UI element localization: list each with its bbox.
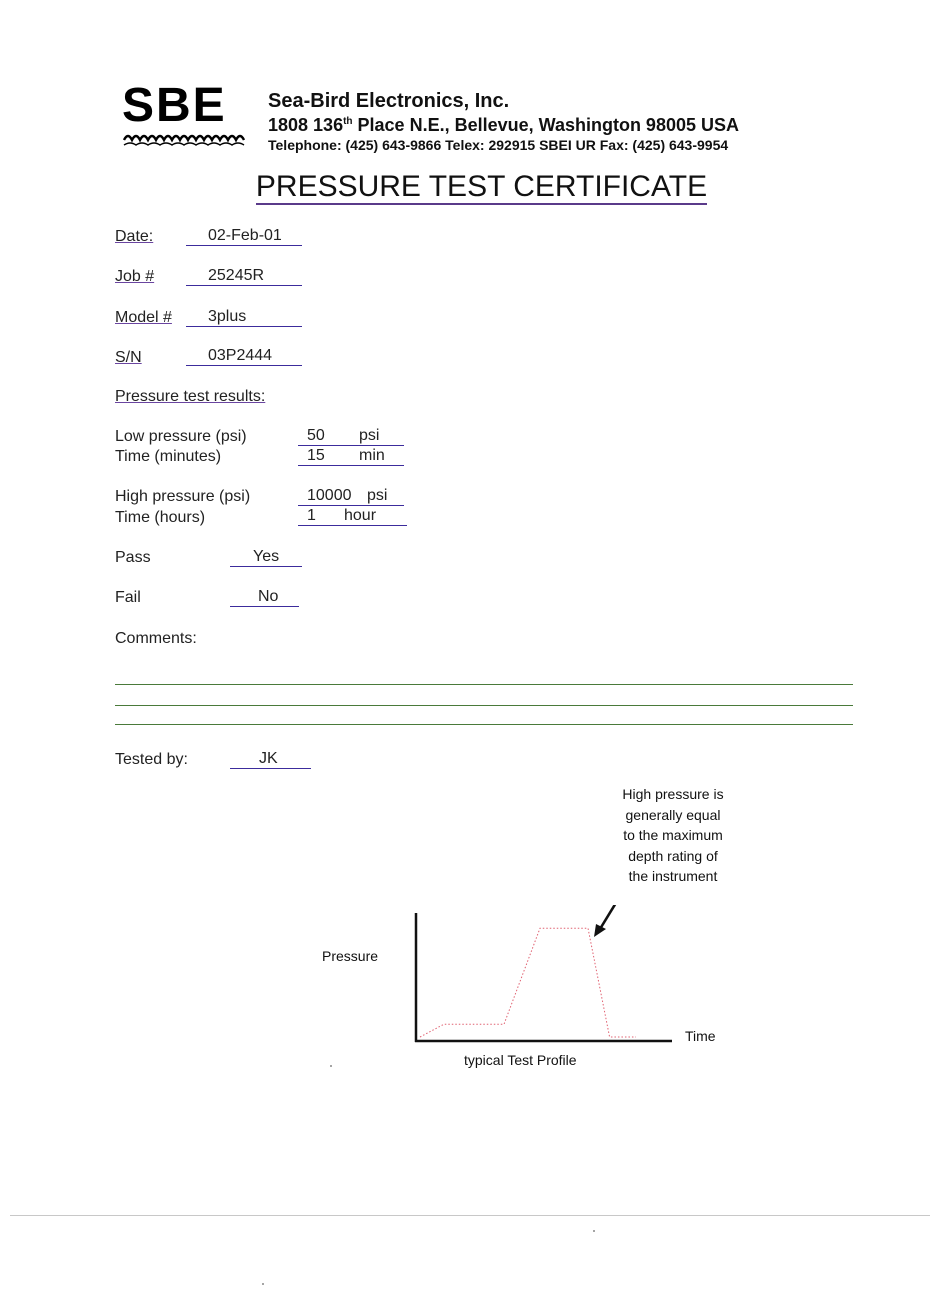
low-time-value: 15	[307, 447, 325, 464]
low-pressure-value: 50	[307, 427, 325, 444]
chart-xlabel: Time	[685, 1028, 716, 1044]
results-heading: Pressure test results:	[115, 388, 266, 405]
wave-logo-icon	[122, 126, 250, 148]
sn-value: 03P2444	[208, 347, 273, 364]
scan-speck	[330, 1065, 332, 1067]
fail-field	[230, 588, 299, 607]
page-title	[0, 170, 945, 204]
model-value: 3plus	[208, 308, 247, 325]
address-rest: Place N.E., Bellevue, Washington 98005 USA	[352, 115, 739, 135]
tested-by-field	[230, 750, 311, 769]
low-pressure-unit: psi	[359, 427, 380, 444]
chart-ylabel: Pressure	[322, 948, 379, 964]
high-pressure-unit: psi	[367, 487, 388, 504]
high-pressure-value: 10000	[307, 487, 352, 504]
high-pressure-field	[298, 487, 404, 506]
date-field	[186, 227, 302, 246]
fail-value: No	[258, 588, 279, 605]
low-pressure-label: Low pressure (psi)	[115, 428, 247, 445]
chart-title: typical Test Profile	[464, 1052, 577, 1068]
high-pressure-label: High pressure (psi)	[115, 488, 251, 505]
low-time-label: Time (minutes)	[115, 448, 222, 465]
scan-speck	[262, 1283, 264, 1285]
high-time-value: 1	[307, 507, 316, 524]
test-profile-chart	[410, 905, 680, 1050]
pass-label: Pass	[115, 549, 151, 566]
pass-field	[230, 548, 302, 567]
comments-line-3	[115, 724, 853, 725]
low-pressure-field	[298, 427, 404, 446]
sbe-logo: SBE	[122, 79, 227, 132]
note-line: depth rating of	[628, 847, 718, 864]
company-contact: Telephone: (425) 643-9866 Telex: 292915 SBEI UR Fax: (425) 643-9954	[268, 137, 729, 153]
series-line	[420, 928, 636, 1037]
scan-speck	[593, 1230, 595, 1232]
tested-by-label: Tested by:	[115, 751, 188, 768]
comments-line-1	[115, 684, 853, 685]
note-line: High pressure is	[622, 786, 724, 802]
sn-label: S/N	[115, 349, 142, 366]
job-label: Job #	[115, 268, 155, 285]
note-line: the instrument	[628, 868, 718, 884]
comments-label: Comments:	[115, 630, 197, 647]
note-line: generally equal	[625, 806, 721, 823]
sn-field	[186, 347, 302, 366]
company-address	[268, 115, 739, 136]
chart-note	[610, 784, 736, 887]
tested-by-value: JK	[259, 750, 278, 767]
arrow-head-icon	[594, 924, 606, 937]
arrow-shaft	[600, 905, 622, 929]
address-suffix: th	[343, 116, 353, 127]
address-number: 1808 136	[268, 115, 344, 135]
model-field	[186, 308, 302, 327]
comments-line-2	[115, 705, 853, 706]
note-line: to the maximum	[623, 827, 723, 843]
job-field	[186, 267, 302, 286]
date-value: 02-Feb-01	[208, 227, 282, 244]
company-name: Sea-Bird Electronics, Inc.	[268, 90, 510, 112]
date-label: Date:	[115, 228, 154, 245]
fail-label: Fail	[115, 589, 141, 606]
job-value: 25245R	[208, 267, 265, 284]
model-label: Model #	[115, 309, 172, 326]
page-title-text: PRESSURE TEST CERTIFICATE	[255, 170, 708, 203]
low-time-unit: min	[359, 447, 385, 464]
pass-value: Yes	[253, 548, 280, 565]
high-time-field	[298, 507, 407, 526]
high-time-label: Time (hours)	[115, 509, 206, 526]
high-time-unit: hour	[344, 507, 377, 524]
low-time-field	[298, 447, 404, 466]
scan-edge-line	[10, 1215, 930, 1216]
